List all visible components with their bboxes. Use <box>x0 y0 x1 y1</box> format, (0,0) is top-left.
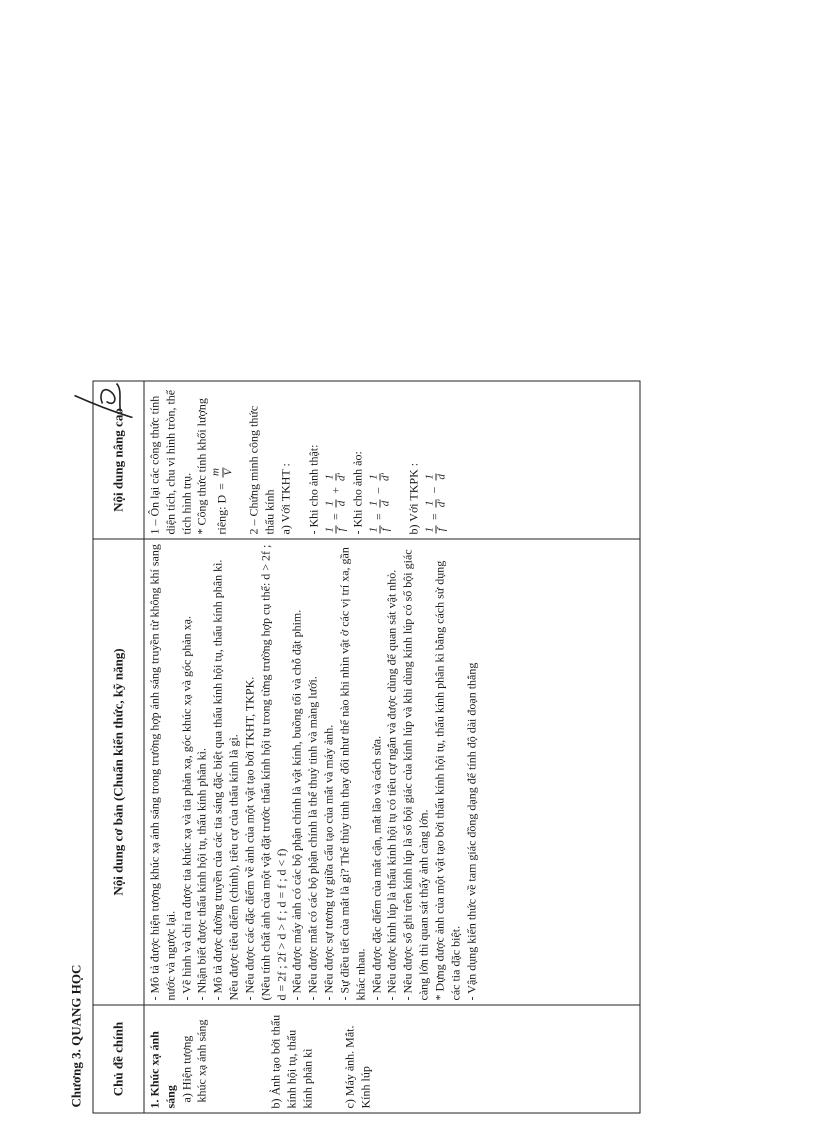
fraction <box>424 526 448 534</box>
minus-sign: − <box>427 486 442 494</box>
syllabus-table <box>93 381 641 1114</box>
density-symbol: D <box>214 494 229 504</box>
density-fraction <box>211 467 235 477</box>
advanced-content-cell <box>144 381 640 539</box>
basic-line: - Mô tả được đường truyền của các tia sáng đặc biệt qua thấu kính hội tụ, thấu kính phân kì. Nêu được tiêu điểm (chính), tiêu cự của thấu kính là gì. <box>210 559 241 1001</box>
real-image-label: - Khi cho ảnh thật: <box>306 444 321 535</box>
fraction-numerator: 1 <box>423 474 436 480</box>
fraction-numerator: 1 <box>423 500 436 507</box>
formula-virtual-image <box>368 386 392 535</box>
equals-sign: = <box>371 513 386 520</box>
fraction <box>324 500 348 508</box>
fraction-numerator: 1 <box>423 527 436 533</box>
basic-line: * Dựng được ảnh của một vật tạo bởi thấu kính hội tụ, thấu kính phân kì bằng cách sử dụng các tia đặc biệt. <box>432 560 463 1001</box>
basic-line: - Nêu được máy ảnh có các bộ phận chính là vật kính, buồng tối và chỗ đặt phim. <box>289 609 304 1001</box>
fraction-denominator: d <box>435 474 448 480</box>
header-topic: Chủ đề chính <box>93 1005 144 1113</box>
basic-line: - Vận dụng kiến thức về tam giác đồng dạng để tính độ dài đoạn thẳng <box>464 662 479 1001</box>
header-advanced-content: Nội dung nâng cao <box>93 381 144 539</box>
basic-line: - Nêu được số ghi trên kính lúp là số bội giác của kính lúp và khi dùng kính lúp có số bội giác càng lớn thì quan sát thấy ảnh càng lớn. <box>400 549 431 1001</box>
fraction-numerator: m <box>209 468 222 477</box>
density-formula-label: * Công thức tính khối lượng riêng: <box>194 398 229 535</box>
plus-sign: + <box>328 486 343 494</box>
basic-line: - Nhận biết được thấu kính hội tụ, thấu kính phân kì. <box>194 748 209 1001</box>
basic-line: - Nêu được đặc điểm của mắt cận, mắt lão và cách sửa. <box>369 735 384 1001</box>
fraction <box>368 473 392 481</box>
minus-sign: − <box>371 486 386 494</box>
handwritten-signature <box>63 378 143 426</box>
rotated-sheet <box>55 389 645 1114</box>
fraction <box>368 500 392 508</box>
fraction-denominator: d' <box>379 473 392 481</box>
advanced-item-2: 2 – Chứng minh công thức thấu kính <box>246 405 277 535</box>
topic-a: a) Hiện tượng khúc xạ ánh sáng <box>179 1019 209 1103</box>
advanced-item-2a: a) Với TKHT : <box>278 463 293 535</box>
topic-c: c) Máy ảnh. Mắt. Kính lúp <box>342 1025 373 1109</box>
basic-line: - Mô tả được hiện tượng khúc xạ ánh sáng trong trường hợp ánh sáng truyền từ không khí sang nước và ngược lại. <box>147 544 178 1001</box>
chapter-title: Chương 3. QUANG HỌC <box>68 964 84 1108</box>
fraction <box>324 473 348 481</box>
formula-diverging-lens <box>424 386 448 535</box>
equals-sign: = <box>427 513 442 520</box>
basic-line: - Vẽ hình và chỉ ra được tia khúc xạ và tia phản xạ, góc khúc xạ và góc phản xạ. <box>179 616 194 1001</box>
topic-cell <box>144 1005 640 1113</box>
table-row <box>144 381 640 1113</box>
advanced-item-1: 1 – Ôn lại các công thức tính diện tích, chu vi hình tròn, thể tích hình trụ. <box>147 389 194 535</box>
density-formula <box>195 386 235 535</box>
equals-sign: = <box>328 513 343 520</box>
header-basic-content: Nội dung cơ bản (Chuẩn kiến thức, kỹ năng) <box>93 539 144 1005</box>
fraction-denominator: d' <box>435 499 448 508</box>
basic-line: - Sự điều tiết của mắt là gì? Thể thủy tinh thay đổi như thế nào khi nhìn vật ở các vị trí xa, gần khác nhau. <box>337 547 368 1001</box>
virtual-image-label: - Khi cho ảnh ảo: <box>350 451 365 535</box>
fraction <box>424 499 448 507</box>
basic-line: - Nêu được mắt có các bộ phận chính là thể thuỷ tinh và màng lưới. <box>305 676 320 1001</box>
formula-real-image <box>324 386 348 535</box>
topic-b: b) Ảnh tạo bởi thấu kính hội tụ, thấu kính phân kì <box>268 1014 315 1109</box>
fraction-numerator: 1 <box>367 527 380 533</box>
fraction-numerator: 1 <box>367 500 380 507</box>
basic-line: - Nêu được kính lúp là thấu kính hội tụ có tiêu cự ngắn và được dùng để quan sát vật nhỏ. <box>384 569 399 1001</box>
basic-content-cell <box>144 539 640 1005</box>
advanced-item-2b: b) Với TKPK : <box>406 462 421 535</box>
equals-sign: = <box>214 483 229 490</box>
basic-line: - Nêu được sự tương tự giữa cấu tạo của mắt và máy ảnh. <box>321 724 336 1001</box>
fraction <box>424 473 448 481</box>
fraction-numerator: 1 <box>367 474 380 480</box>
topic-main: 1. Khúc xạ ánh sáng <box>147 1031 178 1109</box>
fraction-numerator: 1 <box>323 527 336 533</box>
fraction-denominator: f <box>335 528 348 532</box>
basic-line: (Nêu tính chất ảnh của một vật đặt trước thấu kính hội tụ trong từng trường hợp cụ thể: d > 2f ; d = 2f ; 2f > d > f ; d = f ; d < f) <box>258 544 289 1001</box>
fraction-denominator: d' <box>335 473 348 481</box>
fraction-denominator: d <box>379 500 392 507</box>
basic-line: - Nêu được các đặc điểm về ảnh của một vật tạo bởi TKHT, TKPK. <box>242 676 257 1001</box>
fraction-denominator: f <box>435 528 448 532</box>
fraction-denominator: f <box>379 528 392 532</box>
fraction-denominator: V <box>222 468 235 476</box>
fraction-numerator: 1 <box>323 500 336 507</box>
table-header-row <box>93 381 144 1113</box>
fraction <box>368 526 392 534</box>
fraction-numerator: 1 <box>323 474 336 480</box>
fraction-denominator: d <box>335 500 348 507</box>
fraction <box>324 526 348 534</box>
